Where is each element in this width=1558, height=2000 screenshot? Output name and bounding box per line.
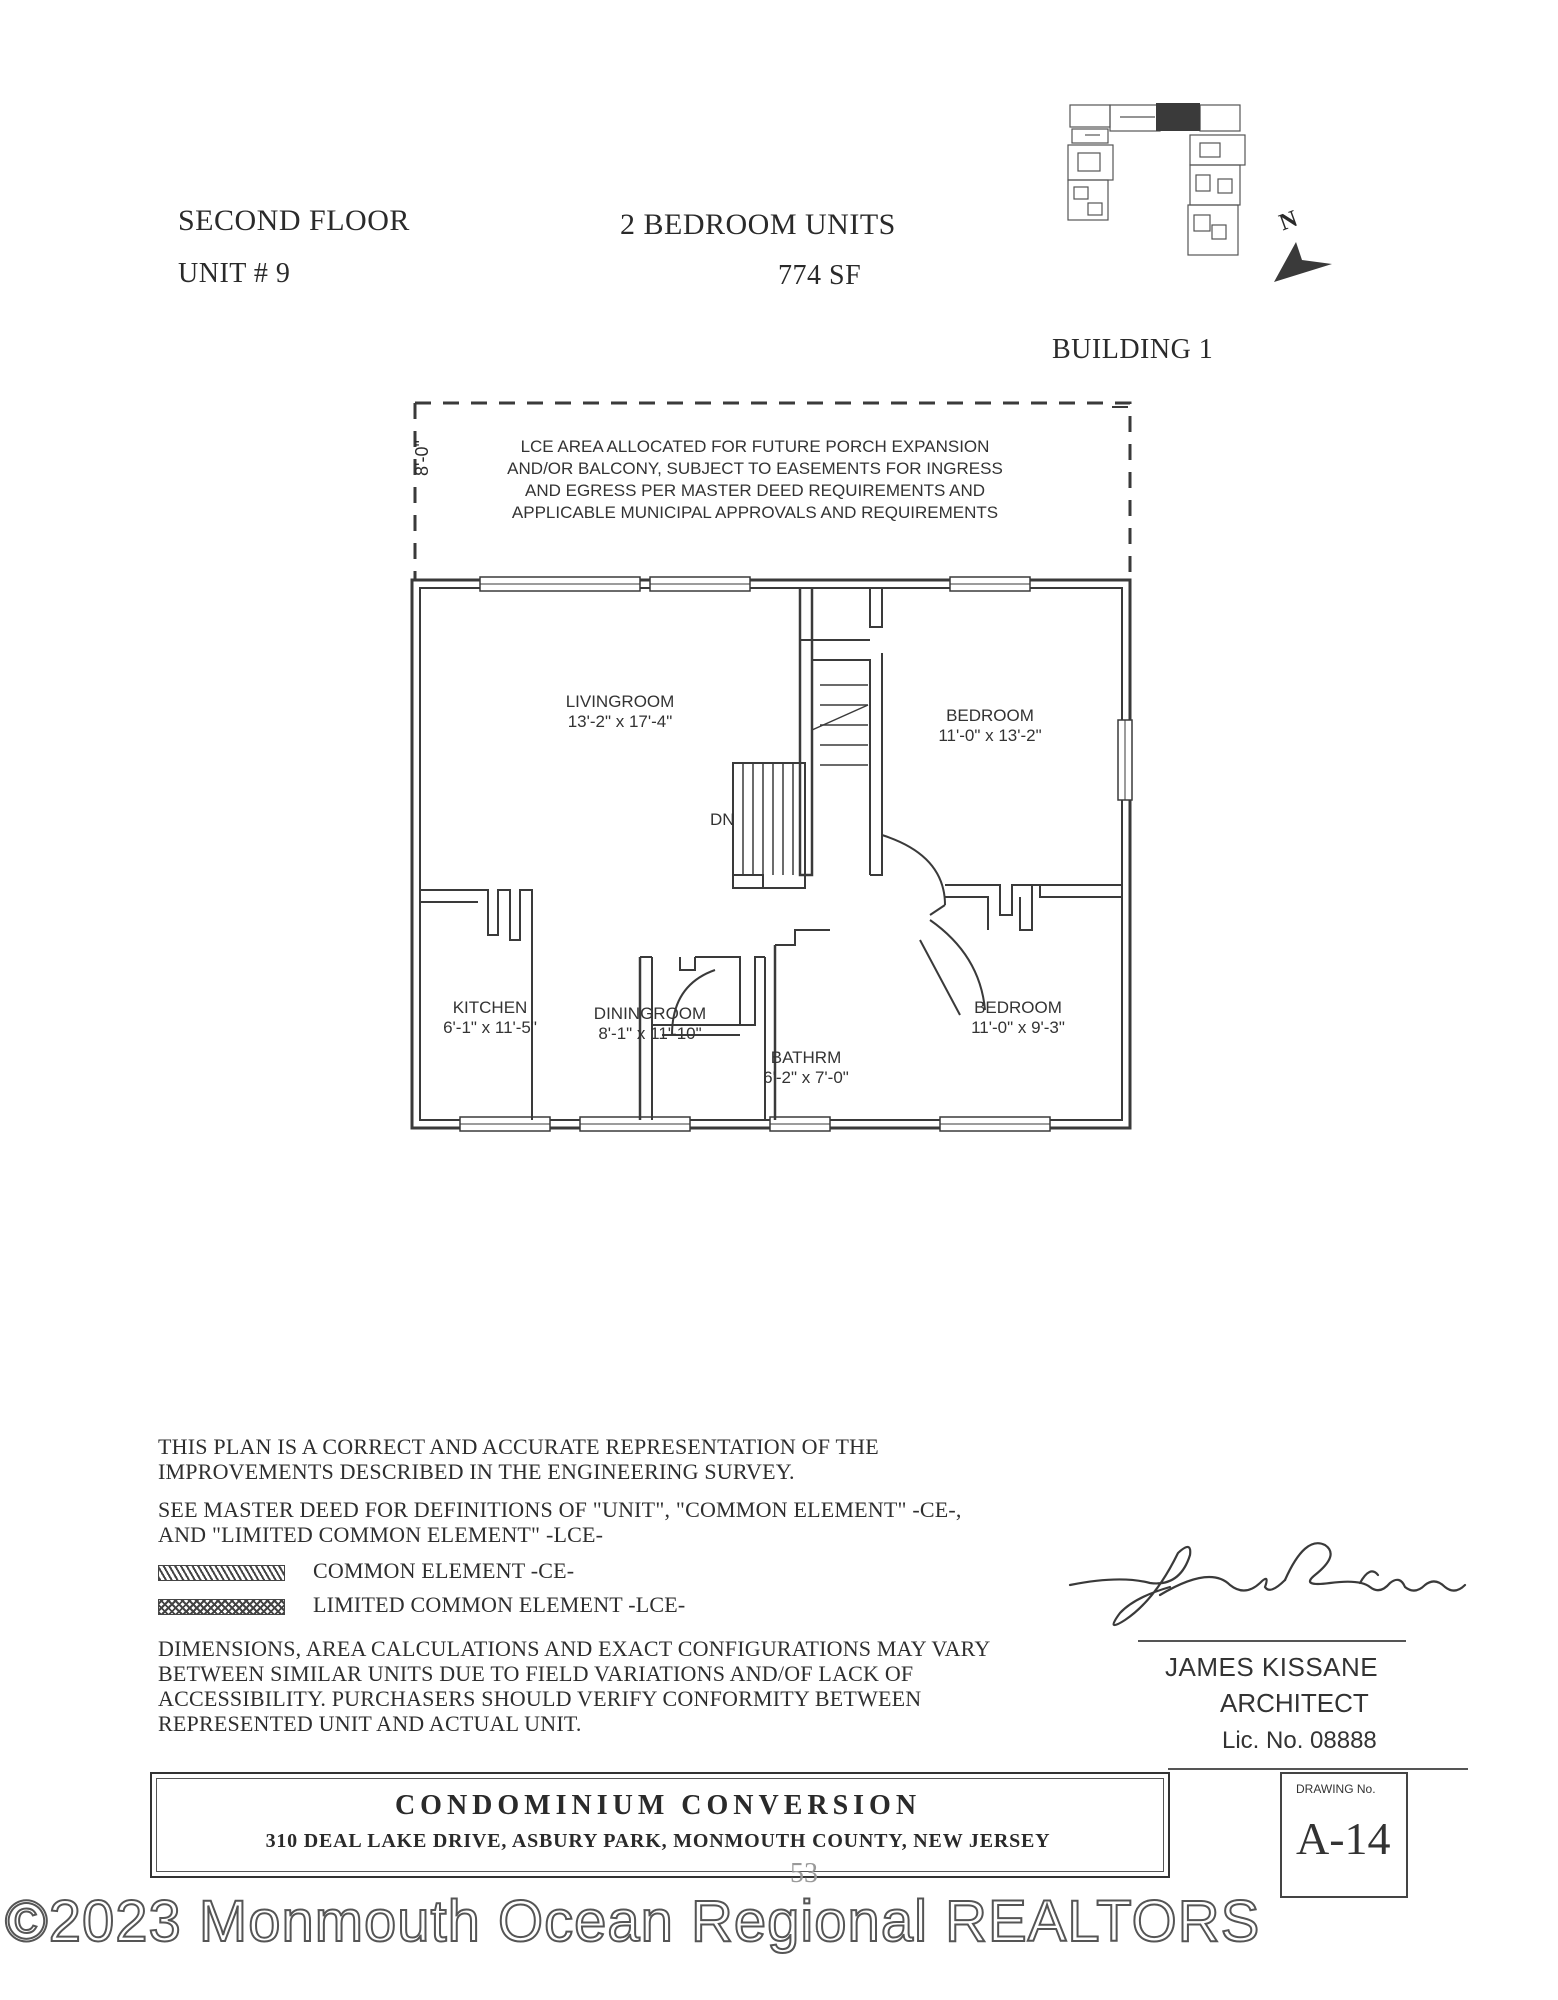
architect-license: Lic. No. 08888: [1222, 1727, 1377, 1754]
key-plan-diagram: [1060, 95, 1260, 275]
drawing-number-label: DRAWING No.: [1296, 1782, 1376, 1796]
copyright-watermark: ©2023 Monmouth Ocean Regional REALTORS: [5, 1889, 1261, 1954]
definitions-note: SEE MASTER DEED FOR DEFINITIONS OF "UNIT", "COMMON ELEMENT" -CE-, AND "LIMITED COMMON ELEMENT" -LCE-: [158, 1497, 962, 1547]
common-element-hatch: [158, 1565, 285, 1581]
room-bedroom-1: BEDROOM 11'-0" x 13'-2": [938, 706, 1042, 745]
architect-signature: [1060, 1525, 1470, 1645]
project-title: CONDOMINIUM CONVERSION: [394, 1790, 922, 1821]
lce-depth-dimension: 8'-0": [412, 440, 432, 476]
page-number: 53: [790, 1858, 818, 1889]
legend-common-element: COMMON ELEMENT -CE-: [158, 1558, 574, 1583]
room-bedroom-2: BEDROOM 11'-0" x 9'-3": [971, 998, 1065, 1037]
north-label: N: [1275, 205, 1302, 237]
room-livingroom: LIVINGROOM 13'-2" x 17'-4": [565, 692, 675, 731]
certification-note: THIS PLAN IS A CORRECT AND ACCURATE REPRESENTATION OF THE IMPROVEMENTS DESCRIBED IN THE ENGINEERING SURVEY.: [158, 1434, 879, 1484]
limited-common-element-hatch: [158, 1599, 285, 1615]
room-kitchen: KITCHEN 6'-1" x 11'-5": [443, 998, 537, 1037]
architect-title: ARCHITECT: [1220, 1688, 1369, 1718]
architect-name: JAMES KISSANE: [1165, 1652, 1379, 1682]
stair-down-label: DN: [710, 810, 735, 829]
signature-line: [1138, 1640, 1406, 1642]
lce-note: LCE AREA ALLOCATED FOR FUTURE PORCH EXPANSION AND/OR BALCONY, SUBJECT TO EASEMENTS FOR INGRESS AND EGRESS PER MASTER DEED REQUIREMENTS AND APPLICABLE MUNICIPAL APPROVALS AND REQUIREMENTS: [507, 437, 1003, 522]
title-block: [150, 1772, 1170, 1878]
title-block-rule: [1168, 1768, 1468, 1770]
disclaimer-note: DIMENSIONS, AREA CALCULATIONS AND EXACT CONFIGURATIONS MAY VARY BETWEEN SIMILAR UNITS DUE TO FIELD VARIATIONS AND/OF LACK OF ACCESSIBILITY. PURCHASERS SHOULD VERIFY CONFORMITY BETWEEN REPRESENTED UNIT AND ACTUAL UNIT.: [158, 1636, 991, 1736]
legend-limited-common-element: LIMITED COMMON ELEMENT -LCE-: [158, 1592, 685, 1617]
room-bathroom: BATHRM 6'-2" x 7'-0": [763, 1048, 849, 1087]
room-diningroom: DININGROOM 8'-1" x 11'-10": [593, 1004, 707, 1043]
unit-label: UNIT # 9: [178, 258, 291, 289]
building-label: BUILDING 1: [1052, 334, 1214, 365]
drawing-number: A-14: [1296, 1813, 1391, 1864]
unit-type-label: 2 BEDROOM UNITS: [620, 208, 896, 241]
floor-label: SECOND FLOOR: [178, 204, 410, 237]
area-label: 774 SF: [778, 260, 862, 291]
north-arrow-icon: [1272, 238, 1336, 288]
project-address: 310 DEAL LAKE DRIVE, ASBURY PARK, MONMOUTH COUNTY, NEW JERSEY: [265, 1830, 1051, 1852]
